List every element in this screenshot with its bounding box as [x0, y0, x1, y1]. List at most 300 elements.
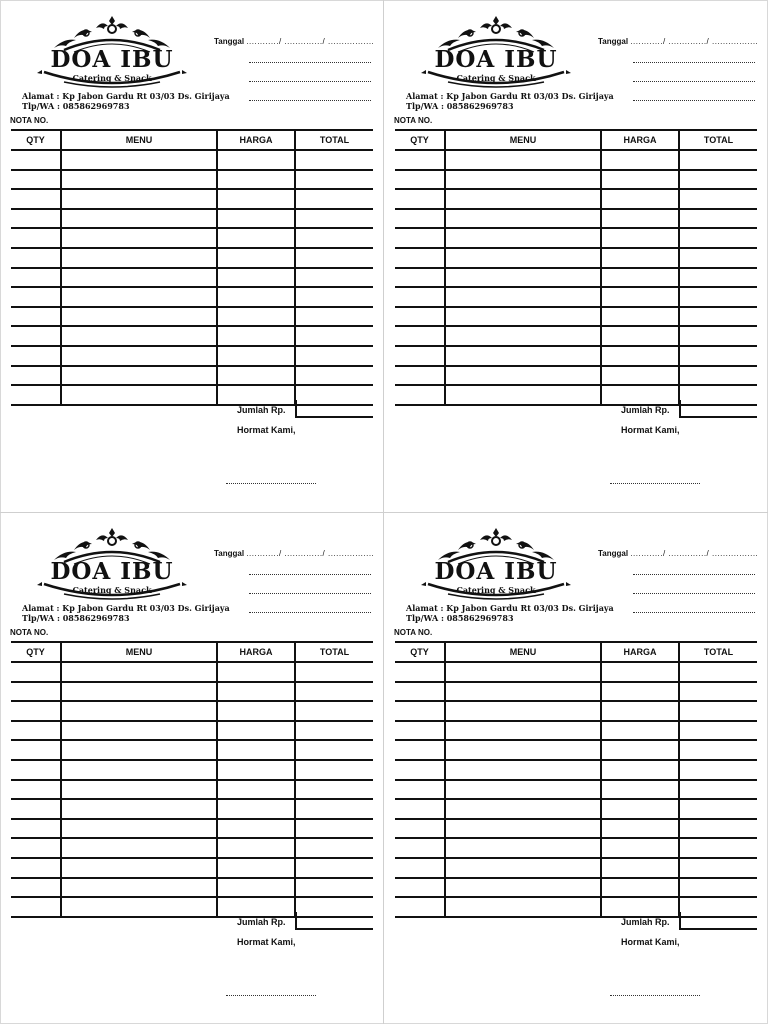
menu-cell: [61, 170, 217, 190]
date-extra-line: [249, 574, 371, 575]
qty-cell: [11, 170, 61, 190]
column-header-harga: HARGA: [217, 130, 295, 150]
grand-total-box: [295, 912, 373, 930]
qty-cell: [11, 150, 61, 170]
harga-cell: [601, 209, 679, 229]
harga-cell: [601, 721, 679, 741]
total-cell: [679, 287, 757, 307]
qty-cell: [11, 248, 61, 268]
qty-cell: [395, 268, 445, 288]
qty-cell: [395, 701, 445, 721]
menu-cell: [61, 366, 217, 386]
column-header-total: TOTAL: [679, 642, 757, 662]
date-extra-line: [633, 81, 755, 82]
column-header-harga: HARGA: [217, 642, 295, 662]
date-extra-line: [633, 574, 755, 575]
qty-cell: [11, 780, 61, 800]
total-cell: [295, 740, 373, 760]
menu-cell: [445, 878, 601, 898]
total-cell: [295, 721, 373, 741]
total-cell: [295, 878, 373, 898]
address-line: Alamat : Kp Jabon Gardu Rt 03/03 Ds. Girijaya: [22, 91, 230, 101]
date-field: [598, 549, 758, 558]
column-header-menu: MENU: [61, 642, 217, 662]
table-header-row: [11, 642, 373, 662]
date-extra-line: [249, 100, 371, 101]
date-placeholder: ............/ ............../ .................: [630, 37, 759, 46]
harga-cell: [217, 760, 295, 780]
qty-cell: [11, 287, 61, 307]
brand-subtitle: Catering & Snack: [456, 585, 536, 595]
total-cell: [679, 780, 757, 800]
harga-cell: [217, 682, 295, 702]
harga-cell: [601, 878, 679, 898]
nota-number-label: NOTA NO.: [10, 116, 49, 125]
date-field: [214, 37, 374, 46]
harga-cell: [217, 819, 295, 839]
date-label: Tanggal: [214, 549, 245, 558]
qty-cell: [11, 209, 61, 229]
table-row: [395, 838, 757, 858]
total-cell: [679, 740, 757, 760]
menu-cell: [61, 268, 217, 288]
table-header-row: [11, 130, 373, 150]
total-cell: [295, 248, 373, 268]
table-row: [11, 346, 373, 366]
harga-cell: [601, 838, 679, 858]
table-row: [11, 682, 373, 702]
total-cell: [679, 721, 757, 741]
qty-cell: [11, 189, 61, 209]
harga-cell: [217, 780, 295, 800]
menu-cell: [61, 858, 217, 878]
table-row: [11, 170, 373, 190]
total-cell: [295, 287, 373, 307]
qty-cell: [395, 897, 445, 917]
harga-cell: [217, 858, 295, 878]
harga-cell: [601, 366, 679, 386]
qty-cell: [395, 346, 445, 366]
table-row: [11, 307, 373, 327]
total-cell: [295, 346, 373, 366]
qty-cell: [11, 701, 61, 721]
table-row: [395, 150, 757, 170]
brand-subtitle: Catering & Snack: [456, 73, 536, 83]
harga-cell: [217, 150, 295, 170]
qty-cell: [395, 819, 445, 839]
table-row: [395, 307, 757, 327]
total-cell: [295, 760, 373, 780]
menu-cell: [61, 326, 217, 346]
total-cell: [679, 799, 757, 819]
closing-text: Hormat Kami,: [621, 425, 680, 435]
qty-cell: [395, 307, 445, 327]
menu-cell: [445, 819, 601, 839]
harga-cell: [217, 838, 295, 858]
qty-cell: [11, 897, 61, 917]
harga-cell: [601, 228, 679, 248]
total-cell: [679, 366, 757, 386]
table-row: [395, 780, 757, 800]
menu-cell: [445, 780, 601, 800]
menu-cell: [445, 307, 601, 327]
total-cell: [295, 799, 373, 819]
table-row: [11, 366, 373, 386]
menu-cell: [61, 819, 217, 839]
qty-cell: [395, 326, 445, 346]
table-row: [11, 662, 373, 682]
menu-cell: [61, 740, 217, 760]
total-cell: [295, 780, 373, 800]
qty-cell: [11, 838, 61, 858]
table-row: [11, 150, 373, 170]
menu-cell: [445, 858, 601, 878]
harga-cell: [217, 701, 295, 721]
menu-cell: [445, 740, 601, 760]
grand-total-label: Jumlah Rp.: [237, 405, 286, 415]
qty-cell: [11, 228, 61, 248]
closing-text: Hormat Kami,: [237, 937, 296, 947]
qty-cell: [395, 662, 445, 682]
table-row: [11, 209, 373, 229]
nota-number-label: NOTA NO.: [10, 628, 49, 637]
harga-cell: [601, 799, 679, 819]
table-row: [395, 346, 757, 366]
receipt-form: [0, 0, 384, 512]
nota-number-label: NOTA NO.: [394, 628, 433, 637]
table-row: [395, 799, 757, 819]
menu-cell: [61, 287, 217, 307]
table-row: [11, 740, 373, 760]
harga-cell: [217, 799, 295, 819]
table-row: [11, 819, 373, 839]
harga-cell: [601, 897, 679, 917]
menu-cell: [445, 385, 601, 405]
date-extra-line: [633, 593, 755, 594]
table-row: [11, 721, 373, 741]
table-row: [11, 858, 373, 878]
harga-cell: [217, 346, 295, 366]
menu-cell: [445, 682, 601, 702]
total-cell: [679, 760, 757, 780]
table-row: [11, 780, 373, 800]
qty-cell: [11, 721, 61, 741]
brand-title: DOA IBU: [434, 558, 558, 585]
harga-cell: [601, 662, 679, 682]
date-extra-line: [249, 612, 371, 613]
menu-cell: [61, 799, 217, 819]
doa-ibu-logo: [418, 526, 574, 600]
total-cell: [295, 662, 373, 682]
menu-cell: [61, 701, 217, 721]
qty-cell: [11, 819, 61, 839]
menu-cell: [445, 897, 601, 917]
business-address: [406, 91, 614, 111]
menu-cell: [445, 326, 601, 346]
harga-cell: [601, 150, 679, 170]
column-header-menu: MENU: [445, 130, 601, 150]
menu-cell: [61, 897, 217, 917]
date-field: [598, 37, 758, 46]
table-row: [11, 189, 373, 209]
harga-cell: [601, 268, 679, 288]
qty-cell: [11, 760, 61, 780]
date-extra-line: [249, 593, 371, 594]
harga-cell: [217, 366, 295, 386]
harga-cell: [601, 326, 679, 346]
qty-cell: [395, 170, 445, 190]
table-row: [11, 878, 373, 898]
menu-cell: [61, 838, 217, 858]
column-header-qty: QTY: [11, 130, 61, 150]
harga-cell: [601, 740, 679, 760]
harga-cell: [601, 682, 679, 702]
date-placeholder: ............/ ............../ .................: [246, 549, 375, 558]
closing-text: Hormat Kami,: [621, 937, 680, 947]
total-cell: [295, 268, 373, 288]
qty-cell: [395, 682, 445, 702]
menu-cell: [445, 287, 601, 307]
qty-cell: [395, 838, 445, 858]
total-cell: [295, 682, 373, 702]
date-extra-line: [633, 62, 755, 63]
table-header-row: [395, 642, 757, 662]
qty-cell: [395, 721, 445, 741]
table-row: [11, 268, 373, 288]
harga-cell: [217, 268, 295, 288]
table-row: [11, 228, 373, 248]
harga-cell: [601, 819, 679, 839]
qty-cell: [11, 878, 61, 898]
nota-number-label: NOTA NO.: [394, 116, 433, 125]
harga-cell: [601, 287, 679, 307]
qty-cell: [11, 682, 61, 702]
qty-cell: [395, 878, 445, 898]
total-cell: [679, 150, 757, 170]
harga-cell: [601, 307, 679, 327]
total-cell: [679, 170, 757, 190]
total-cell: [295, 701, 373, 721]
total-cell: [679, 326, 757, 346]
qty-cell: [395, 385, 445, 405]
total-cell: [679, 878, 757, 898]
total-cell: [679, 858, 757, 878]
column-header-harga: HARGA: [601, 130, 679, 150]
signature-line: [226, 483, 316, 484]
column-header-menu: MENU: [445, 642, 601, 662]
brand-subtitle: Catering & Snack: [72, 73, 152, 83]
menu-cell: [61, 721, 217, 741]
total-cell: [295, 838, 373, 858]
address-line: Alamat : Kp Jabon Gardu Rt 03/03 Ds. Girijaya: [406, 603, 614, 613]
qty-cell: [11, 662, 61, 682]
menu-cell: [61, 307, 217, 327]
table-row: [395, 819, 757, 839]
harga-cell: [217, 189, 295, 209]
qty-cell: [395, 209, 445, 229]
menu-cell: [61, 682, 217, 702]
qty-cell: [395, 760, 445, 780]
menu-cell: [61, 189, 217, 209]
table-row: [395, 326, 757, 346]
date-extra-line: [633, 100, 755, 101]
total-cell: [679, 838, 757, 858]
harga-cell: [217, 385, 295, 405]
receipt-form: [0, 512, 384, 1024]
signature-line: [226, 995, 316, 996]
table-row: [395, 268, 757, 288]
total-cell: [679, 662, 757, 682]
column-header-total: TOTAL: [679, 130, 757, 150]
signature-line: [610, 995, 700, 996]
business-address: [22, 91, 230, 111]
harga-cell: [217, 878, 295, 898]
menu-cell: [445, 760, 601, 780]
menu-cell: [61, 780, 217, 800]
qty-cell: [11, 346, 61, 366]
table-row: [395, 858, 757, 878]
qty-cell: [11, 385, 61, 405]
grand-total-label: Jumlah Rp.: [621, 405, 670, 415]
qty-cell: [395, 150, 445, 170]
harga-cell: [217, 662, 295, 682]
table-row: [395, 189, 757, 209]
total-cell: [679, 248, 757, 268]
total-cell: [295, 189, 373, 209]
qty-cell: [395, 799, 445, 819]
harga-cell: [217, 287, 295, 307]
menu-cell: [445, 346, 601, 366]
address-line: Alamat : Kp Jabon Gardu Rt 03/03 Ds. Girijaya: [22, 603, 230, 613]
harga-cell: [217, 307, 295, 327]
menu-cell: [445, 838, 601, 858]
harga-cell: [601, 701, 679, 721]
table-row: [395, 740, 757, 760]
total-cell: [295, 170, 373, 190]
column-header-menu: MENU: [61, 130, 217, 150]
phone-line: Tlp/WA : 085862969783: [406, 101, 514, 111]
date-placeholder: ............/ ............../ .................: [246, 37, 375, 46]
qty-cell: [395, 228, 445, 248]
harga-cell: [601, 170, 679, 190]
table-row: [395, 366, 757, 386]
table-row: [395, 701, 757, 721]
brand-title: DOA IBU: [434, 46, 558, 73]
menu-cell: [61, 150, 217, 170]
menu-cell: [61, 346, 217, 366]
date-placeholder: ............/ ............../ .................: [630, 549, 759, 558]
table-row: [11, 760, 373, 780]
menu-cell: [61, 878, 217, 898]
table-row: [11, 326, 373, 346]
total-cell: [295, 209, 373, 229]
grand-total-box: [679, 400, 757, 418]
menu-cell: [445, 268, 601, 288]
date-field: [214, 549, 374, 558]
harga-cell: [217, 170, 295, 190]
phone-line: Tlp/WA : 085862969783: [406, 613, 514, 623]
menu-cell: [445, 170, 601, 190]
table-row: [11, 287, 373, 307]
menu-cell: [445, 799, 601, 819]
column-header-harga: HARGA: [601, 642, 679, 662]
menu-cell: [445, 662, 601, 682]
total-cell: [679, 228, 757, 248]
column-header-qty: QTY: [395, 130, 445, 150]
harga-cell: [601, 858, 679, 878]
total-cell: [679, 307, 757, 327]
harga-cell: [217, 897, 295, 917]
total-cell: [295, 858, 373, 878]
total-cell: [679, 209, 757, 229]
harga-cell: [601, 189, 679, 209]
table-row: [395, 662, 757, 682]
qty-cell: [395, 366, 445, 386]
menu-cell: [445, 150, 601, 170]
grand-total-label: Jumlah Rp.: [237, 917, 286, 927]
menu-cell: [61, 385, 217, 405]
qty-cell: [395, 248, 445, 268]
harga-cell: [217, 209, 295, 229]
qty-cell: [11, 307, 61, 327]
grand-total-label: Jumlah Rp.: [621, 917, 670, 927]
harga-cell: [217, 248, 295, 268]
column-header-total: TOTAL: [295, 130, 373, 150]
harga-cell: [217, 721, 295, 741]
date-extra-line: [249, 62, 371, 63]
table-row: [395, 209, 757, 229]
menu-cell: [61, 760, 217, 780]
table-row: [395, 721, 757, 741]
total-cell: [679, 819, 757, 839]
menu-cell: [61, 228, 217, 248]
total-cell: [295, 819, 373, 839]
harga-cell: [601, 346, 679, 366]
total-cell: [295, 326, 373, 346]
qty-cell: [395, 858, 445, 878]
order-table: [395, 641, 757, 918]
table-row: [395, 228, 757, 248]
total-cell: [679, 701, 757, 721]
total-cell: [679, 189, 757, 209]
signature-line: [610, 483, 700, 484]
order-table: [11, 129, 373, 406]
date-label: Tanggal: [214, 37, 245, 46]
table-row: [395, 248, 757, 268]
table-row: [395, 878, 757, 898]
date-extra-line: [633, 612, 755, 613]
qty-cell: [395, 740, 445, 760]
date-extra-line: [249, 81, 371, 82]
phone-line: Tlp/WA : 085862969783: [22, 613, 130, 623]
menu-cell: [445, 366, 601, 386]
menu-cell: [445, 209, 601, 229]
total-cell: [295, 366, 373, 386]
total-cell: [679, 346, 757, 366]
qty-cell: [11, 858, 61, 878]
qty-cell: [395, 189, 445, 209]
order-table: [395, 129, 757, 406]
doa-ibu-logo: [418, 14, 574, 88]
table-row: [395, 287, 757, 307]
qty-cell: [11, 366, 61, 386]
qty-cell: [11, 268, 61, 288]
order-table: [11, 641, 373, 918]
menu-cell: [445, 189, 601, 209]
column-header-qty: QTY: [395, 642, 445, 662]
total-cell: [295, 228, 373, 248]
menu-cell: [61, 662, 217, 682]
